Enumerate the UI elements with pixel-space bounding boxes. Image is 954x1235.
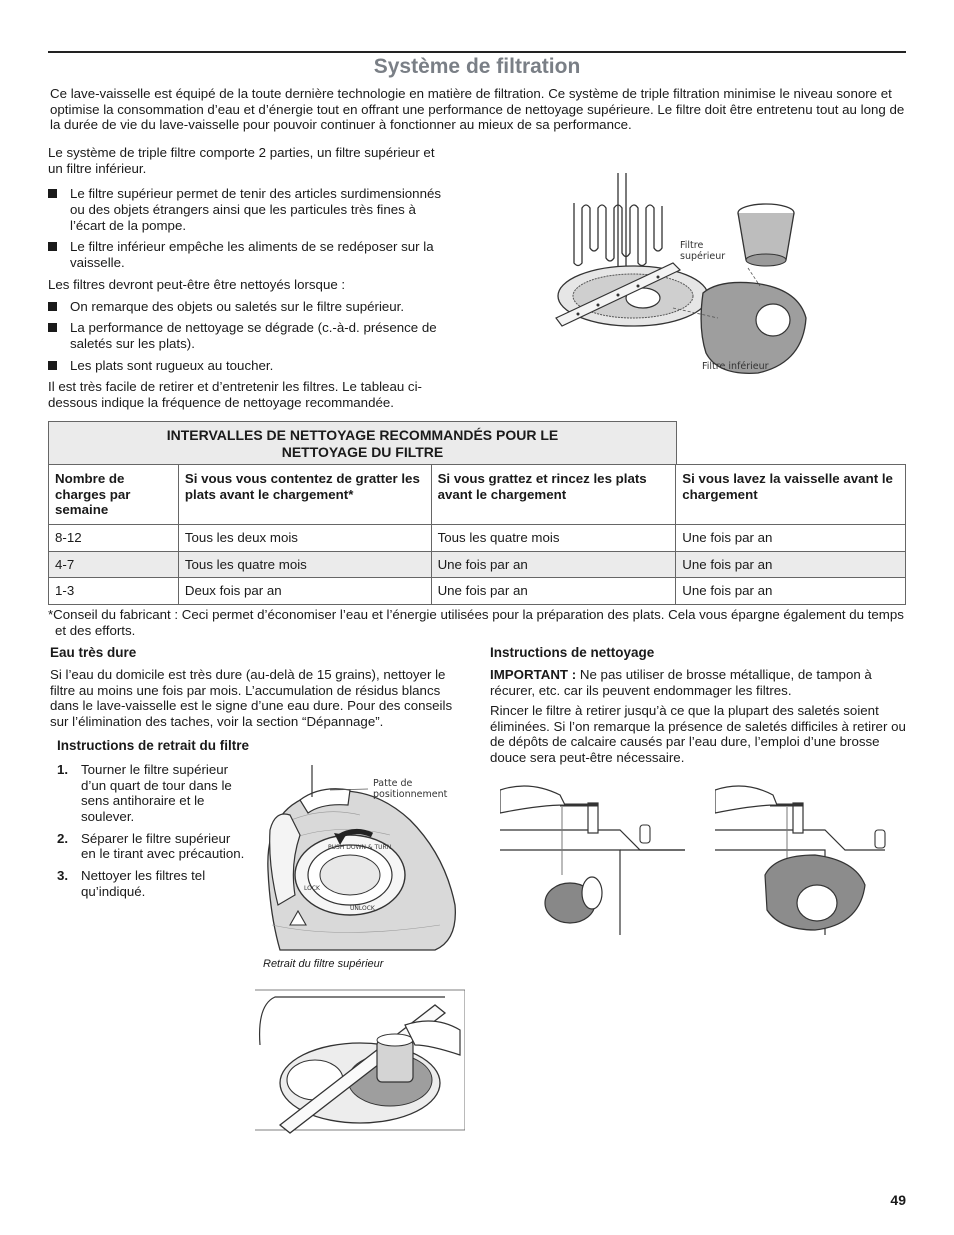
step-number: 1. xyxy=(57,762,69,777)
step-number: 2. xyxy=(57,830,69,846)
clean-when-text: Les filtres devront peut-être être nettoyés lorsque : xyxy=(48,276,346,292)
removal-steps xyxy=(57,762,245,906)
hard-water-heading: Eau très dure xyxy=(50,645,137,660)
tab-label: positionnement xyxy=(373,789,448,800)
important-text: Ne pas utiliser de brosse métallique, de tampon à récurer, etc. car ils peuvent endommager les filtres. xyxy=(490,667,872,698)
step-text: Nettoyer les filtres tel qu’indiqué. xyxy=(81,868,206,899)
hard-water-text: Si l’eau du domicile est très dure (au-delà de 15 grains), nettoyer le filtre au moins une fois par mois. L’accumulation de résidus blancs dans le lave-vaisselle est le signe d’une eau dure. Pour des conseils sur l’élimination des taches, voir la section “Dépannage”. xyxy=(50,667,453,730)
removal-caption: Retrait du filtre supérieur xyxy=(263,958,384,970)
table-cell: Tous les quatre mois xyxy=(431,525,676,552)
table-cell: 4-7 xyxy=(49,551,179,578)
top-rule xyxy=(48,51,906,53)
step-number: 3. xyxy=(57,868,69,884)
list-item: Le filtre inférieur empêche les aliments de se redéposer sur la vaisselle. xyxy=(48,239,443,270)
faucet-icon xyxy=(588,803,598,833)
upper-filter-label: supérieur xyxy=(680,251,726,262)
step-text: Tourner le filtre supérieur d’un quart de tour dans le sens antihoraire et le soulever. xyxy=(81,762,232,825)
upper-filter-label: Filtre xyxy=(680,240,704,251)
table-cell: Une fois par an xyxy=(676,525,906,552)
cleaning-text: Rincer le filtre à retirer jusqu’à ce que la plupart des saletés soient éliminées. Si l’on remarque la présence de saletés difficiles à retirer ou de dépôts de calcaire causés par l’eau dure, l’emploi d’une brosse douce sera peut-être nécessaire. xyxy=(490,703,906,766)
ring-text: UNLOCK xyxy=(350,905,375,912)
table-cell: Une fois par an xyxy=(431,551,676,578)
list-item xyxy=(57,762,245,825)
hand-icon xyxy=(715,786,777,813)
tab-label: Patte de xyxy=(373,778,413,789)
list-item: Les plats sont rugueux au toucher. xyxy=(48,358,443,374)
table-cell: Tous les quatre mois xyxy=(178,551,431,578)
table-title-line: NETTOYAGE DU FILTRE xyxy=(281,443,444,460)
table-title xyxy=(48,421,677,465)
step-text: Séparer le filtre supérieur en le tirant avec précaution. xyxy=(81,830,245,862)
list-item xyxy=(57,831,245,862)
list-item: Le filtre supérieur permet de tenir des articles surdimensionnés ou des objets étrangers ainsi que les particules très fines à l’écart de la pompe. xyxy=(48,186,443,233)
table-cell: 8-12 xyxy=(49,525,179,552)
cleaning-interval-table xyxy=(48,464,906,605)
hand-icon xyxy=(500,786,565,813)
easy-text: Il est très facile de retirer et d’entretenir les filtres. Le tableau ci-dessous indique la fréquence de nettoyage recommandée. xyxy=(48,379,422,410)
column-header: Si vous vous contentez de gratter les plats avant le chargement* xyxy=(178,465,431,525)
list-item: La performance de nettoyage se dégrade (c.-à-d. présence de saletés sur les plats). xyxy=(48,320,443,351)
filter-removal-illustration xyxy=(260,765,470,955)
intro-paragraph: Ce lave-vaisselle est équipé de la toute dernière technologie en matière de filtration. Ce système de triple filtration minimise le niveau sonore et optimise la consommation d’eau et d’énergie tout en offrant une performance de nettoyage supérieure. Le filtre doit être entretenu tout au long de la durée de vie du lave-vaisselle pour pouvoir continuer à fonctionner au mieux de sa performance. xyxy=(50,86,905,133)
list-item xyxy=(57,868,245,899)
table-header-row xyxy=(49,465,906,525)
list-item: On remarque des objets ou saletés sur le filtre supérieur. xyxy=(48,299,443,315)
table-row xyxy=(49,525,906,552)
lower-filter-icon xyxy=(701,282,806,373)
table-cell: Une fois par an xyxy=(676,578,906,605)
table-row xyxy=(49,578,906,605)
column-header: Nombre de charges par semaine xyxy=(49,465,179,525)
table-cell: Une fois par an xyxy=(676,551,906,578)
important-note xyxy=(490,667,906,698)
table-cell: Tous les deux mois xyxy=(178,525,431,552)
column-header: Si vous lavez la vaisselle avant le chargement xyxy=(676,465,906,525)
faucet-icon xyxy=(793,803,803,833)
rinse-lower-filter-illustration xyxy=(715,775,900,935)
table-cell: Une fois par an xyxy=(431,578,676,605)
table-title-line: INTERVALLES DE NETTOYAGE RECOMMANDÉS POUR LE xyxy=(166,427,559,443)
page-title: Système de filtration xyxy=(373,55,581,78)
cleaning-heading: Instructions de nettoyage xyxy=(490,645,655,660)
important-label: IMPORTANT : xyxy=(490,667,577,682)
lower-filter-label: Filtre inférieur xyxy=(702,361,769,372)
rinse-upper-filter-illustration xyxy=(500,775,685,935)
table-cell: 1-3 xyxy=(49,578,179,605)
column-header: Si vous grattez et rincez les plats avant le chargement xyxy=(431,465,676,525)
rack-icon xyxy=(574,173,662,268)
ring-text: PUSH DOWN & TURN xyxy=(328,844,392,851)
table-row xyxy=(49,551,906,578)
parts-text: Le système de triple filtre comporte 2 parties, un filtre supérieur et un filtre inférieur. xyxy=(48,145,435,176)
filter-system-illustration xyxy=(548,168,808,378)
page-number: 49 xyxy=(890,1192,906,1208)
removal-heading: Instructions de retrait du filtre xyxy=(57,738,250,753)
table-footnote: *Conseil du fabricant : Ceci permet d’économiser l’eau et l’énergie utilisées pour la préparation des plats. Cela vous épargne également du temps et des efforts. xyxy=(48,607,904,638)
spray-arm-illustration xyxy=(255,985,465,1135)
upper-filter-icon xyxy=(738,204,794,266)
table-cell: Deux fois par an xyxy=(178,578,431,605)
ring-text: LOCK xyxy=(304,885,320,892)
parts-section xyxy=(48,145,443,411)
